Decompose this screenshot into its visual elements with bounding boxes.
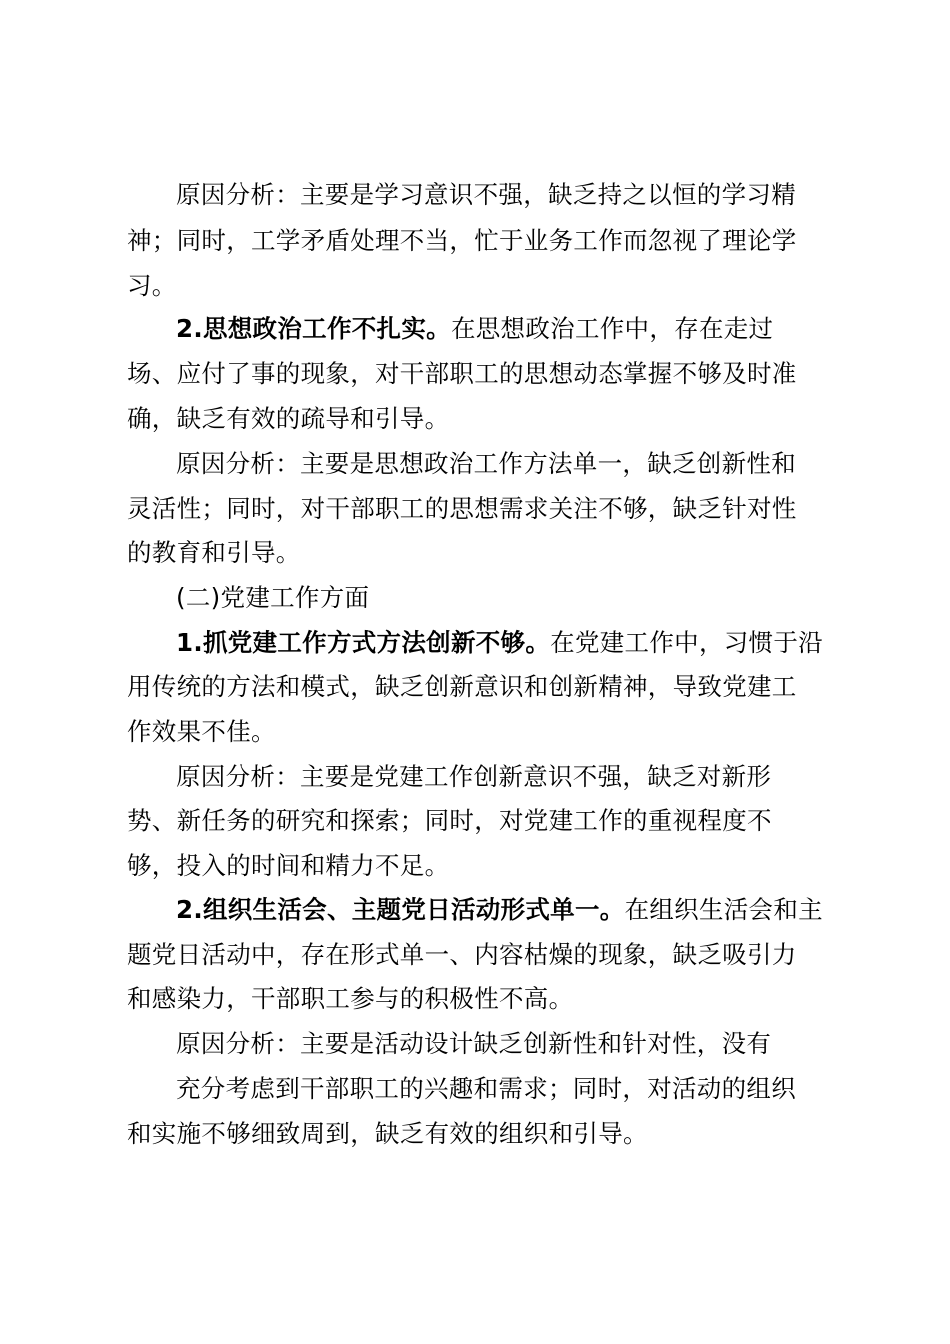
- paragraph-line: 习。: [127, 271, 177, 300]
- paragraph-line: 和感染力，干部职工参与的积极性不高。: [127, 984, 574, 1013]
- paragraph-line: [176, 895, 823, 925]
- paragraph-text: 在思想政治工作中，存在走过: [450, 314, 774, 343]
- paragraph-line: 灵活性；同时，对干部职工的思想需求关注不够，缺乏针对性: [127, 494, 797, 523]
- paragraph-line: 作效果不佳。: [127, 717, 276, 746]
- section-heading: 1.抓党建工作方式方法创新不够。: [176, 628, 551, 657]
- paragraph-line: 和实施不够细致周到，缺乏有效的组织和引导。: [127, 1119, 648, 1148]
- paragraph-line: 用传统的方法和模式，缺乏创新意识和创新精神，导致党建工: [127, 672, 797, 701]
- paragraph-line: 够，投入的时间和精力不足。: [127, 851, 450, 880]
- paragraph-line: 原因分析：主要是党建工作创新意识不强，缺乏对新形: [176, 762, 772, 791]
- paragraph-line: 充分考虑到干部职工的兴趣和需求；同时，对活动的组织: [176, 1074, 796, 1103]
- paragraph-line: [176, 628, 823, 658]
- paragraph-line: 势、新任务的研究和探索；同时，对党建工作的重视程度不: [127, 806, 772, 835]
- paragraph-line: 原因分析：主要是学习意识不强，缺乏持之以恒的学习精: [176, 180, 796, 209]
- section-heading: 2.思想政治工作不扎实。: [176, 314, 451, 343]
- paragraph-line: 题党日活动中，存在形式单一、内容枯燥的现象，缺乏吸引力: [127, 940, 797, 969]
- paragraph-line: 的教育和引导。: [127, 538, 301, 567]
- paragraph-text: 在党建工作中，习惯于沿: [550, 628, 823, 657]
- paragraph-line: 原因分析：主要是活动设计缺乏创新性和针对性，没有: [176, 1029, 772, 1058]
- section-title: (二)党建工作方面: [176, 583, 370, 612]
- section-heading: 2.组织生活会、主题党日活动形式单一。: [176, 895, 625, 924]
- paragraph-line: [176, 314, 773, 344]
- paragraph-text: 在组织生活会和主: [624, 895, 823, 924]
- paragraph-line: 神；同时，工学矛盾处理不当，忙于业务工作而忽视了理论学: [127, 226, 797, 255]
- paragraph-line: 原因分析：主要是思想政治工作方法单一，缺乏创新性和: [176, 449, 796, 478]
- paragraph-line: 场、应付了事的现象，对干部职工的思想动态掌握不够及时准: [127, 359, 797, 388]
- paragraph-line: 确，缺乏有效的疏导和引导。: [127, 404, 450, 433]
